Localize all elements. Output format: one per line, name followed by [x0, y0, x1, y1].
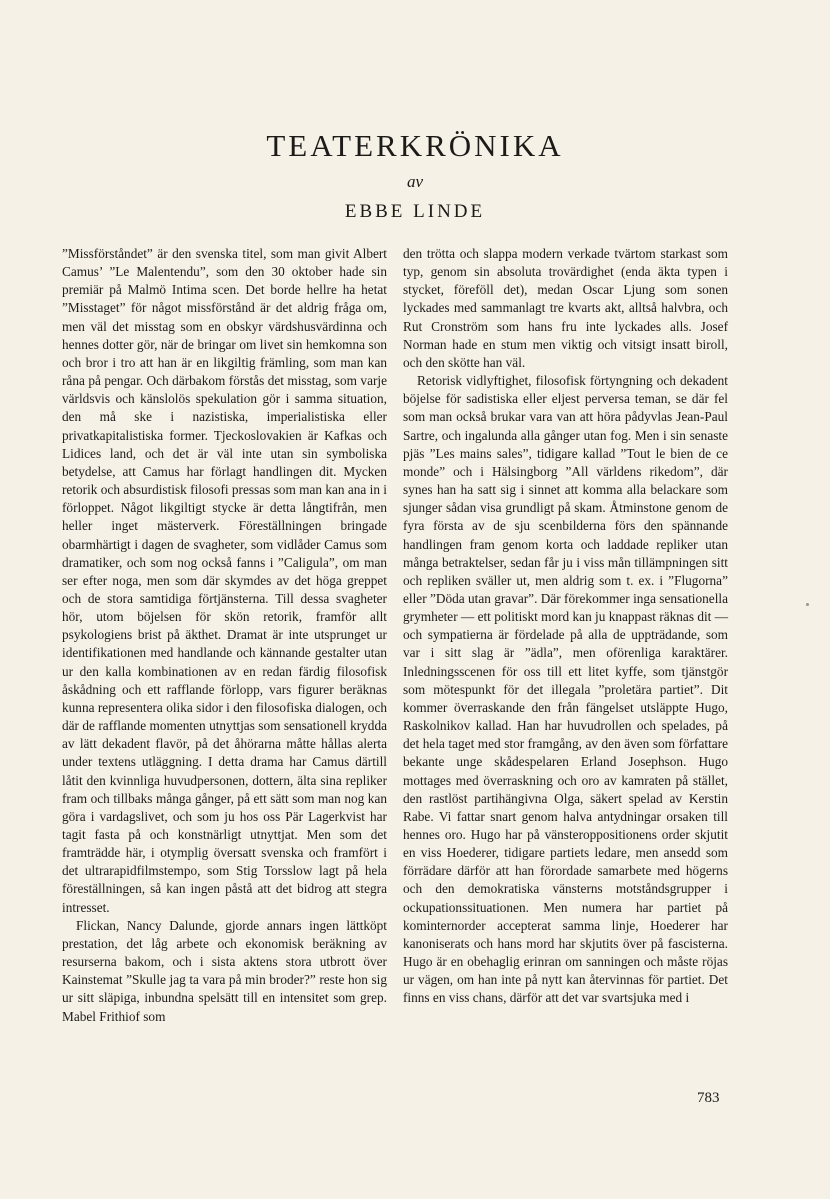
page-number: 783: [697, 1090, 720, 1106]
paragraph: ”Missförståndet” är den svenska titel, som man givit Albert Camus’ ”Le Malentendu”, som den 30 oktober hade sin premiär på Malmö Intima scen. Det borde hellre ha hetat ”Misstaget” för något missförstånd är det aldrig fråga om, men väl det misstag som en obskyr värdshusvärdinna och hennes dotter gör, när de bringar om livet sin hemkomna son och bror i tro att han är en likgiltig främling, som man kan råna på pengar. Och därbakom förstås det misstag, som varje världsvis och känslolös spekulation gör i samma situation, den må ske i nazistiska, imperialistiska eller privatkapitalistiska former. Tjeckoslovakien är Kafkas och Lidices land, och det är väl inte utan sin symboliska betydelse, att Camus har förlagt handlingen dit. Mycken retorik och absurdistisk filosofi pressas som man kan ana in i förloppet. Något likgiltigt stycke är detta långtifrån, men heller inget mästerverk. Föreställningen bringade obarmhärtigt i dagen de svagheter, som vidlåder Camus som dramatiker, och som nog också fanns i ”Caligula”, om man ser efter noga, men som där skymdes av det höga greppet och de stora samtidiga förtjänsterna. Till dessa svagheter hör, utom böjelsen för skön retorik, framför allt psykologiens brist på äkthet. Dramat är inte utsprunget ur identifikationen med handlande och kännande gestalter utan ur den kalla kombinationen av en redan färdig filosofisk åskådning och ett rafflande förlopp, vars figurer beräknas kunna representera olika sidor i den filosofiska dialogen, och där de rafflande momenten utnyttjas som sensationell krydda av lätt dekadent flavör, på det åhörarna måtte hållas alerta under textens utläggning. I detta drama har Camus därtill låtit den kvinnliga huvudpersonen, dottern, älta sina repliker fram och tillbaks många gånger, på ett sätt som man nog kan göra i vardagslivet, och som ju hos oss Pär Lagerkvist har tagit fasta på och konstnärligt utnyttjat. Men som det framträdde här, i otymplig översatt svenska och framfört i det ultrarapidfilmstempo, som Stig Torsslow lagt på hela föreställningen, så kan ingen påstå att det bidrog att stegra intresset.: [62, 246, 387, 915]
paragraph: Retorisk vidlyftighet, filosofisk förtyngning och dekadent böjelse för sadistiska eller eljest perversa teman, se där fel som man också brukar vara van att höra pådyvlas Jean-Paul Sartre, och ingalunda alla gånger utan fog. Men i sin senaste pjäs ”Les mains sales”, tidigare kallad ”Tout le bien de ce monde” och i Hälsingborg ”All världens rikedom”, där synes han ha satt sig i sinnet att komma alla belackare som sjunger sådan visa grundligt på skam. Åtminstone genom de fyra första av de sju scenbilderna förs den spännande handlingen fram genom korta och laddade repliker utan många betraktelser, sedan får ju i viss mån tillämpningen sitt och repliken sväller ut, men aldrig som t. ex. i ”Flugorna” eller ”Döda utan gravar”. Där förekommer inga sensationella grymheter — ett politiskt mord kan ju knappast räknas dit — och sympatierna är fördelade på alla de uppträdande, som var i sitt slag är ”ädla”, men oförenliga karaktärer. Inledningsscenen för oss till ett litet kyffe, som tjänstgör som mötespunkt för det illegala ”proletära partiet”. Dit kommer överraskande den från fängelset utsläppte Hugo, Raskolnikov kallad. Han har huvudrollen och spelades, på det hela taget med stor framgång, av den även som författare bekante unge skådespelaren Erland Josephson. Hugo mottages med överraskning och oro av kamraten på stället, den rastlöst partihängivna Olga, säkert spelad av Kerstin Rabe. Vi fattar snart genom halva antydningar orsaken till hennes oro. Hugo har på vänsteroppositionens order skjutit en viss Hoederer, tidigare partiets ledare, men ansedd som förrädare därför att han förordade samarbete med högerns och den demokratiska vänsterns motståndsgrupper i ockupationssituationen. Men numera har partiet på kominternorder accepterat samma linje, Hoederer har kanoniserats och hans mord har skjutits över på fascisterna. Hugo är en obehaglig erinran om sanningen och måste röjas ur vägen, om han inte på nytt kan återvinnas för partiet. Det finns en viss chans, därför att det var svartsjuka med i: [403, 373, 728, 1006]
left-column: [62, 245, 387, 1026]
paragraph: den trötta och slappa modern verkade tvärtom starkast som typ, genom sin absoluta trovärdighet (enda äkta typen i stycket, föreföll det), medan Oscar Ljung som sonen lyckades med sammanlagt tre kvarts akt, alltså halvbra, och Rut Cronström som hans fru inte lyckades alls. Josef Norman hade en stum men viktig och vitsigt insatt biroll, och den skötte han väl.: [403, 246, 728, 370]
paper-speck: [806, 603, 809, 606]
article-title: TEATERKRÖNIKA: [266, 128, 564, 163]
right-column: [403, 245, 728, 1008]
byline-av: av: [406, 172, 424, 191]
author-name: EBBE LINDE: [344, 201, 486, 222]
paragraph: Flickan, Nancy Dalunde, gjorde annars ingen lättköpt prestation, det låg arbete och ekonomisk beräkning av resurserna bakom, och i sista aktens stora utbrott över Kainstemat ”Skulle jag ta vara på min broder?” reste hon sig ur sitt släpiga, inbundna spelsätt till en intensitet som grep. Mabel Frithiof som: [62, 917, 387, 1024]
